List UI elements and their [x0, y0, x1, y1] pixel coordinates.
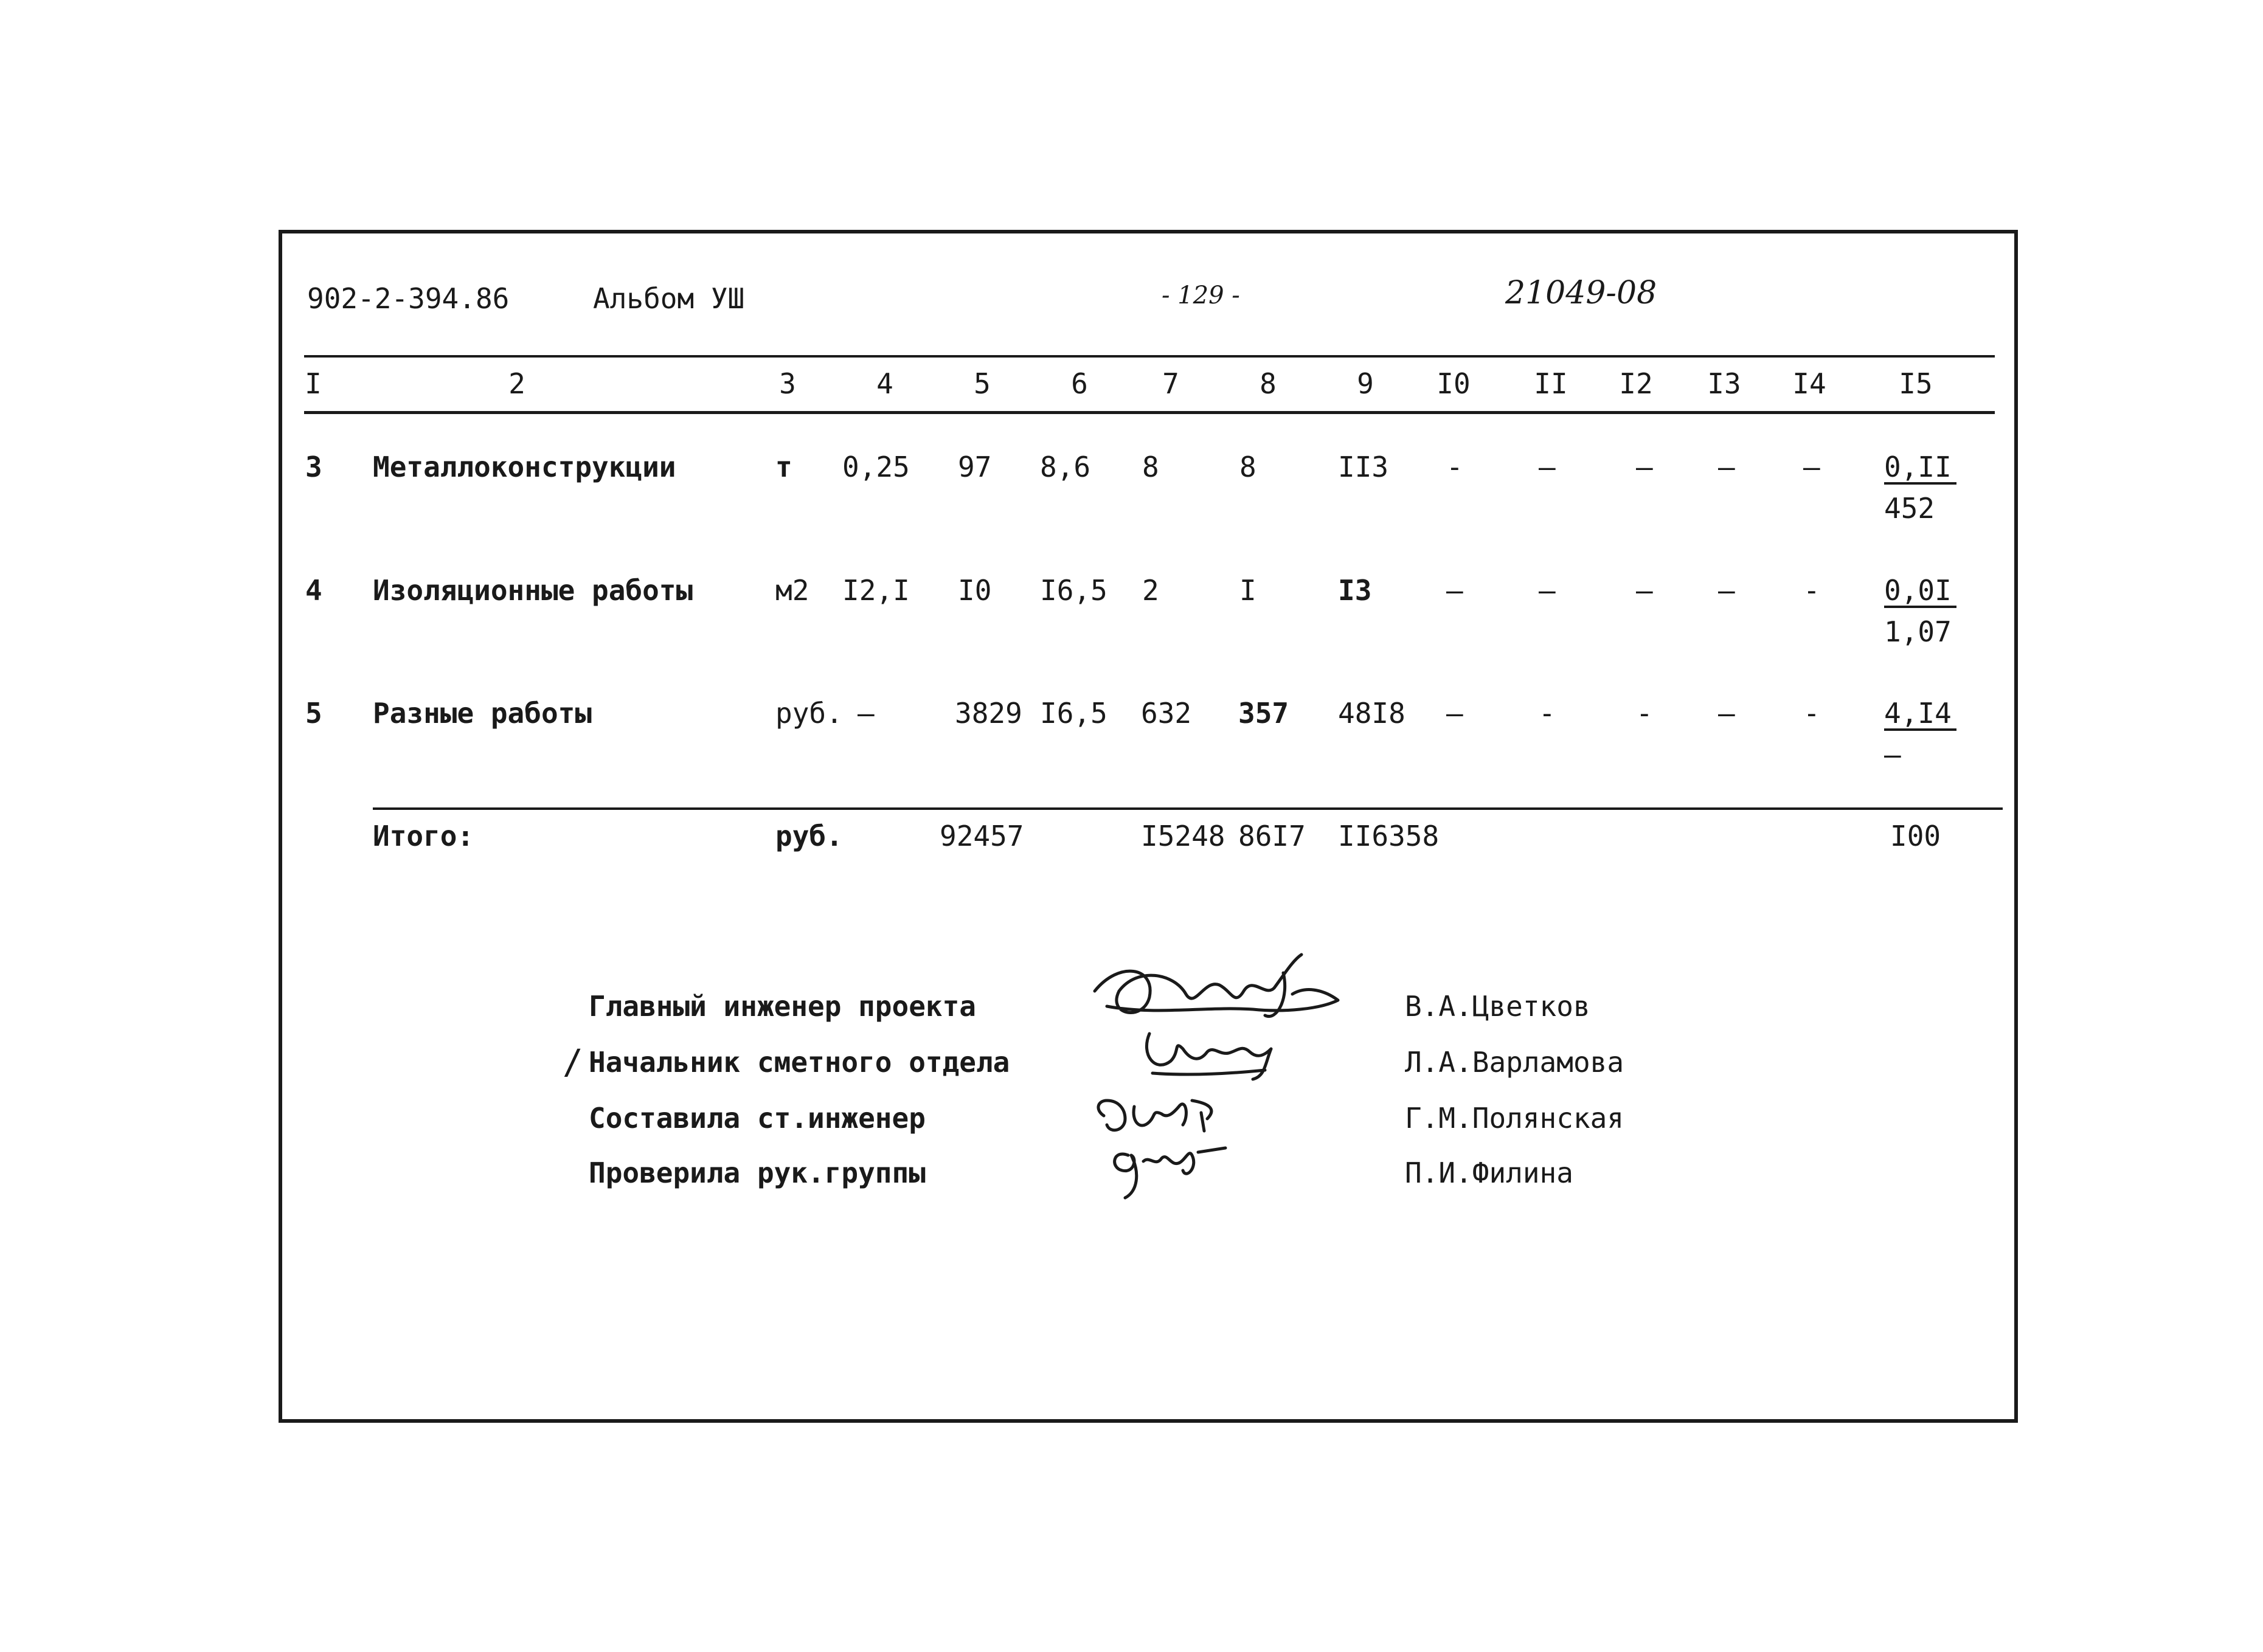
row-number: 5	[305, 697, 322, 730]
cell-c12: –	[1636, 451, 1653, 483]
total-c7: I5248	[1141, 820, 1225, 852]
total-rule	[373, 807, 2003, 810]
col-header-6: 6	[1071, 367, 1088, 400]
total-c15: I00	[1890, 820, 1941, 852]
cell-c10: –	[1446, 697, 1463, 730]
row-name: Разные работы	[373, 697, 592, 730]
row-name: Изоляционные работы	[373, 574, 693, 607]
cell-c5: 3829	[955, 697, 1022, 730]
fraction-numerator: 4,I4	[1884, 699, 1956, 731]
cell-c12: –	[1636, 574, 1653, 607]
col-header-5: 5	[974, 367, 991, 400]
cell-c13: –	[1718, 697, 1735, 730]
cell-c9: I3	[1338, 574, 1372, 607]
cell-c10: –	[1446, 574, 1463, 607]
cell-c12: -	[1636, 697, 1653, 730]
col-header-7: 7	[1162, 367, 1179, 400]
total-c9: II6358	[1338, 820, 1440, 852]
cell-c6: I6,5	[1040, 574, 1107, 607]
cell-c13: –	[1718, 451, 1735, 483]
col-header-14: I4	[1792, 367, 1826, 400]
cell-c7: 8	[1142, 451, 1159, 483]
signature-name: П.И.Филина	[1405, 1156, 1573, 1189]
fraction-numerator: 0,II	[1884, 453, 1956, 485]
col-header-9: 9	[1357, 367, 1374, 400]
cell-c7: 632	[1141, 697, 1192, 730]
col-header-2: 2	[508, 367, 525, 400]
col-header-8: 8	[1260, 367, 1277, 400]
inventory-number: 21049-08	[1505, 275, 1657, 311]
total-c5: 92457	[940, 820, 1024, 852]
col-header-11: II	[1534, 367, 1568, 400]
row-number: 3	[305, 451, 322, 483]
signature-scribble-1	[1095, 955, 1338, 1017]
cell-c15-fraction	[1884, 451, 1981, 525]
album-label: Альбом УШ	[593, 282, 745, 315]
cell-c4: I2,I	[842, 574, 910, 607]
signature-role: Составила ст.инженер	[589, 1102, 926, 1135]
cell-c15-fraction	[1884, 699, 1981, 769]
col-header-13: I3	[1707, 367, 1741, 400]
cell-c13: –	[1718, 574, 1735, 607]
total-unit: руб.	[775, 820, 843, 852]
doc-code: 902-2-394.86	[307, 282, 510, 315]
signature-role: Начальник сметного отдела	[589, 1046, 1010, 1079]
col-header-4: 4	[876, 367, 893, 400]
col-header-1: I	[305, 367, 322, 400]
cell-c4: 0,25	[842, 451, 910, 483]
cell-c9: II3	[1338, 451, 1389, 483]
col-header-3: 3	[779, 367, 796, 400]
cell-c5: 97	[958, 451, 992, 483]
total-label: Итого:	[373, 820, 474, 852]
col-header-15: I5	[1899, 367, 1933, 400]
cell-c15-fraction	[1884, 576, 1981, 646]
cell-c8: I	[1239, 574, 1256, 607]
signature-name: В.А.Цветков	[1405, 990, 1590, 1023]
fraction-denominator: –	[1884, 738, 1901, 771]
cell-c14: -	[1803, 697, 1820, 730]
signature-role: Главный инженер проекта	[589, 990, 976, 1023]
fraction-denominator: 452	[1884, 492, 1935, 525]
cell-c6: I6,5	[1040, 697, 1107, 730]
cell-c8: 8	[1239, 451, 1256, 483]
table-top-rule	[304, 355, 1995, 358]
cell-c9: 48I8	[1338, 697, 1405, 730]
cell-c6: 8,6	[1040, 451, 1091, 483]
row-unit: т	[775, 451, 792, 483]
row-unit: руб.	[775, 697, 843, 730]
cell-c5: I0	[958, 574, 992, 607]
cell-c11: –	[1539, 451, 1556, 483]
signature-name: Г.М.Полянская	[1405, 1102, 1624, 1135]
signature-role: Проверила рук.группы	[589, 1156, 926, 1189]
col-header-10: I0	[1436, 367, 1471, 400]
cell-c11: -	[1539, 697, 1556, 730]
cell-c14: –	[1803, 451, 1820, 483]
row-unit: м2	[775, 574, 809, 607]
page-number: - 129 -	[1162, 282, 1240, 309]
cell-c8: 357	[1238, 697, 1289, 730]
fraction-numerator: 0,0I	[1884, 576, 1956, 608]
row-number: 4	[305, 574, 322, 607]
cell-c7: 2	[1142, 574, 1159, 607]
cell-c14: -	[1803, 574, 1820, 607]
column-header-rule	[304, 411, 1995, 414]
signature-scribble-2	[1146, 1034, 1271, 1079]
cell-c10: -	[1446, 451, 1463, 483]
signature-name: Л.А.Варламова	[1405, 1046, 1624, 1079]
signature-scribble-3	[1098, 1101, 1211, 1131]
total-c8: 86I7	[1238, 820, 1306, 852]
cell-c4: –	[858, 697, 875, 730]
cell-c11: –	[1539, 574, 1556, 607]
signature-scribble-4	[1115, 1148, 1225, 1198]
fraction-denominator: 1,07	[1884, 615, 1952, 648]
row-name: Металлоконструкции	[373, 451, 676, 483]
slash-mark-icon: /	[563, 1043, 583, 1082]
col-header-12: I2	[1619, 367, 1653, 400]
handwritten-signatures	[1083, 949, 1374, 1216]
